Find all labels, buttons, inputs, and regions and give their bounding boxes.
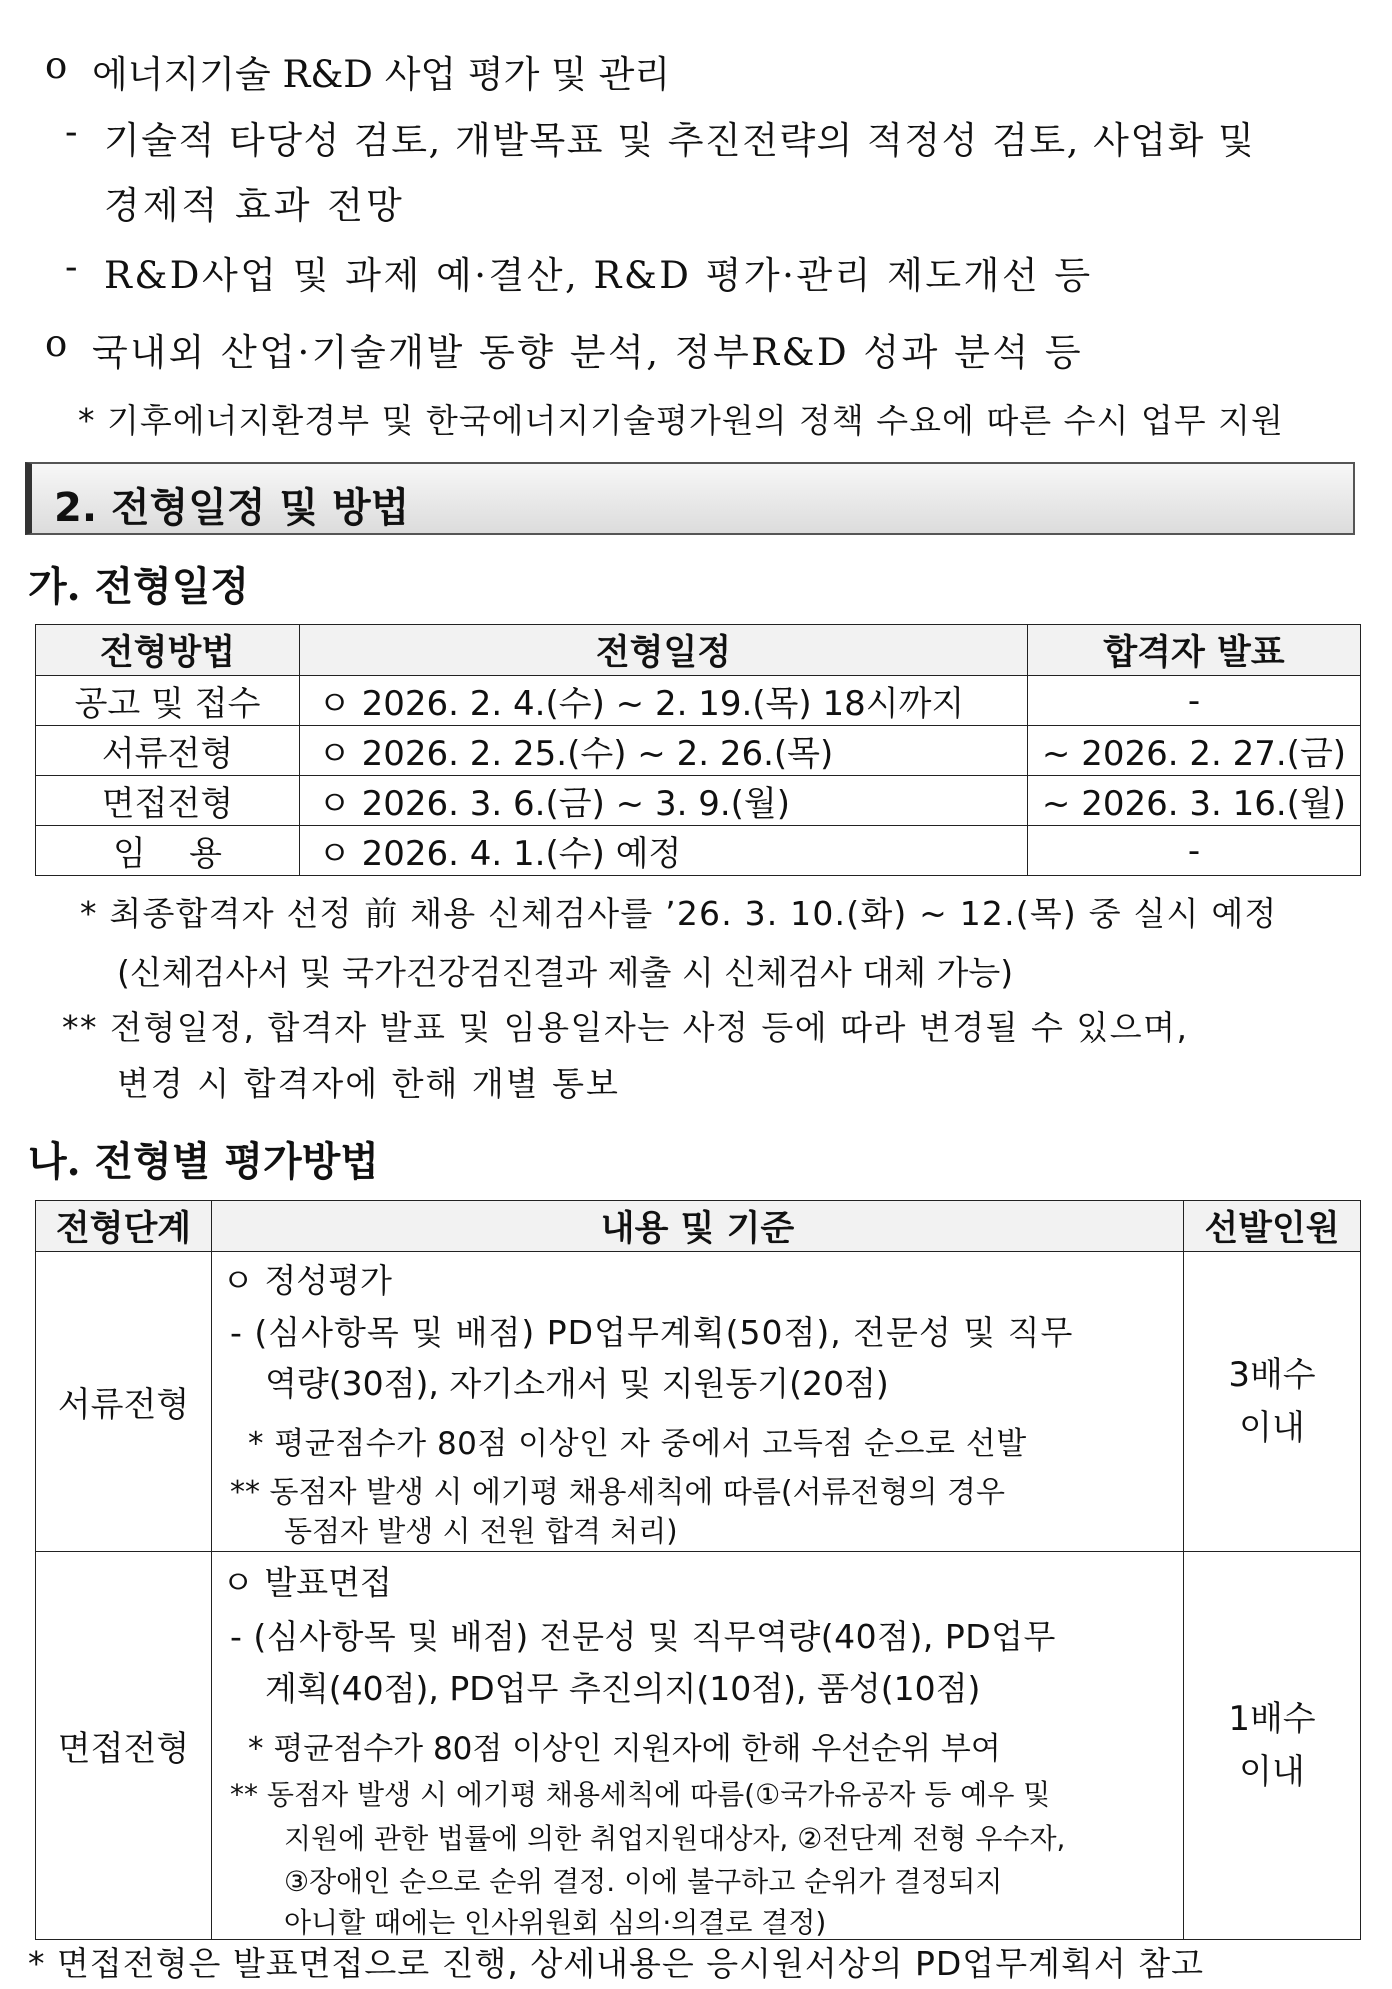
policy-note: * 기후에너지환경부 및 한국에너지기술평가원의 정책 수요에 따른 수시 업무 지원: [78, 401, 1284, 440]
criteria-line: 지원에 관한 법률에 의한 취업지원대상자, ②전단계 전형 우수자,: [284, 1821, 1066, 1855]
quota-limit: 이내: [1239, 1407, 1305, 1448]
announce-cell: -: [1028, 676, 1361, 726]
criteria-line: * 평균점수가 80점 이상인 지원자에 한해 우선순위 부여: [248, 1730, 1001, 1767]
announce-cell: -: [1028, 826, 1361, 876]
sub-bullet-text: R&D사업 및 과제 예·결산, R&D 평가·관리 제도개선 등: [104, 254, 1093, 297]
period-cell: ㅇ 2026. 3. 6.(금) ~ 3. 9.(월): [300, 776, 1028, 826]
bullet-marker: o: [45, 44, 68, 87]
dash-marker: -: [65, 245, 78, 288]
sub-bullet-text-cont: 경제적 효과 전망: [104, 184, 405, 227]
schedule-table: [35, 624, 1361, 876]
criteria-line: 계획(40점), PD업무 추진의지(10점), 품성(10점): [265, 1668, 981, 1708]
table-row: [36, 726, 1361, 776]
schedule-note: (신체검사서 및 국가건강검진결과 제출 시 신체검사 대체 가능): [117, 953, 1014, 992]
table-row: [36, 826, 1361, 876]
table-row: [36, 776, 1361, 826]
criteria-cell: [212, 1552, 1184, 1940]
period-cell: ㅇ 2026. 4. 1.(수) 예정: [300, 826, 1028, 876]
criteria-line: 역량(30점), 자기소개서 및 지원동기(20점): [265, 1363, 889, 1403]
method-cell: 면접전형: [36, 776, 300, 826]
table-header-row: [36, 1201, 1361, 1252]
quota-cell: [1184, 1252, 1361, 1552]
criteria-line: * 평균점수가 80점 이상인 자 중에서 고득점 순으로 선발: [248, 1425, 1027, 1462]
bullet-text: 국내외 산업·기술개발 동향 분석, 정부R&D 성과 분석 등: [92, 331, 1084, 374]
quota-value: 3배수: [1228, 1354, 1316, 1395]
criteria-line: - (심사항목 및 배점) PD업무계획(50점), 전문성 및 직무: [230, 1312, 1074, 1352]
footnote: * 면접전형은 발표면접으로 진행, 상세내용은 응시원서상의 PD업무계획서 참고: [28, 1944, 1204, 1983]
criteria-line: 아니할 때에는 인사위원회 심의·의결로 결정): [284, 1905, 827, 1939]
quota-cell: [1184, 1552, 1361, 1940]
section-header: [25, 462, 1355, 535]
evaluation-heading: 나. 전형별 평가방법: [28, 1138, 379, 1185]
column-header: 내용 및 기준: [212, 1201, 1184, 1252]
table-row: [36, 1552, 1361, 1940]
evaluation-table: [35, 1200, 1361, 1940]
quota-limit: 이내: [1239, 1751, 1305, 1792]
table-header-row: [36, 625, 1361, 676]
method-cell: 서류전형: [36, 726, 300, 776]
schedule-note: 변경 시 합격자에 한해 개별 통보: [117, 1064, 620, 1103]
column-header: 전형일정: [300, 625, 1028, 676]
stage-cell: 서류전형: [36, 1252, 212, 1552]
table-row: [36, 1252, 1361, 1552]
criteria-line: ③장애인 순으로 순위 결정. 이에 불구하고 순위가 결정되지: [284, 1864, 1003, 1898]
dash-marker: -: [65, 110, 78, 153]
section-title: 2. 전형일정 및 방법: [54, 485, 410, 531]
table-row: [36, 676, 1361, 726]
announce-cell: ~ 2026. 2. 27.(금): [1028, 726, 1361, 776]
column-header: 선발인원: [1184, 1201, 1361, 1252]
method-cell: 공고 및 접수: [36, 676, 300, 726]
schedule-heading: 가. 전형일정: [28, 563, 250, 610]
stage-cell: 면접전형: [36, 1552, 212, 1940]
column-header: 전형방법: [36, 625, 300, 676]
criteria-line: 동점자 발생 시 전원 합격 처리): [284, 1513, 678, 1548]
bullet-text: 에너지기술 R&D 사업 평가 및 관리: [92, 53, 671, 96]
sub-bullet-text: 기술적 타당성 검토, 개발목표 및 추진전략의 적정성 검토, 사업화 및: [104, 119, 1256, 162]
criteria-line: ** 동점자 발생 시 에기평 채용세칙에 따름(①국가유공자 등 예우 및: [230, 1777, 1051, 1811]
criteria-line: ㅇ 정성평가: [222, 1260, 392, 1300]
schedule-note: * 최종합격자 선정 前 채용 신체검사를 ’26. 3. 10.(화) ~ 12.(목) 중 실시 예정: [80, 894, 1278, 933]
criteria-cell: [212, 1252, 1184, 1552]
criteria-line: ** 동점자 발생 시 에기평 채용세칙에 따름(서류전형의 경우: [230, 1474, 1005, 1510]
column-header: 전형단계: [36, 1201, 212, 1252]
period-cell: ㅇ 2026. 2. 4.(수) ~ 2. 19.(목) 18시까지: [300, 676, 1028, 726]
criteria-line: - (심사항목 및 배점) 전문성 및 직무역량(40점), PD업무: [230, 1616, 1056, 1656]
announce-cell: ~ 2026. 3. 16.(월): [1028, 776, 1361, 826]
bullet-marker: o: [45, 322, 68, 365]
schedule-note: ** 전형일정, 합격자 발표 및 임용일자는 사정 등에 따라 변경될 수 있으며,: [62, 1008, 1189, 1047]
criteria-line: ㅇ 발표면접: [222, 1562, 392, 1602]
quota-value: 1배수: [1228, 1698, 1316, 1739]
period-cell: ㅇ 2026. 2. 25.(수) ~ 2. 26.(목): [300, 726, 1028, 776]
method-cell: 임 용: [36, 826, 300, 876]
column-header: 합격자 발표: [1028, 625, 1361, 676]
